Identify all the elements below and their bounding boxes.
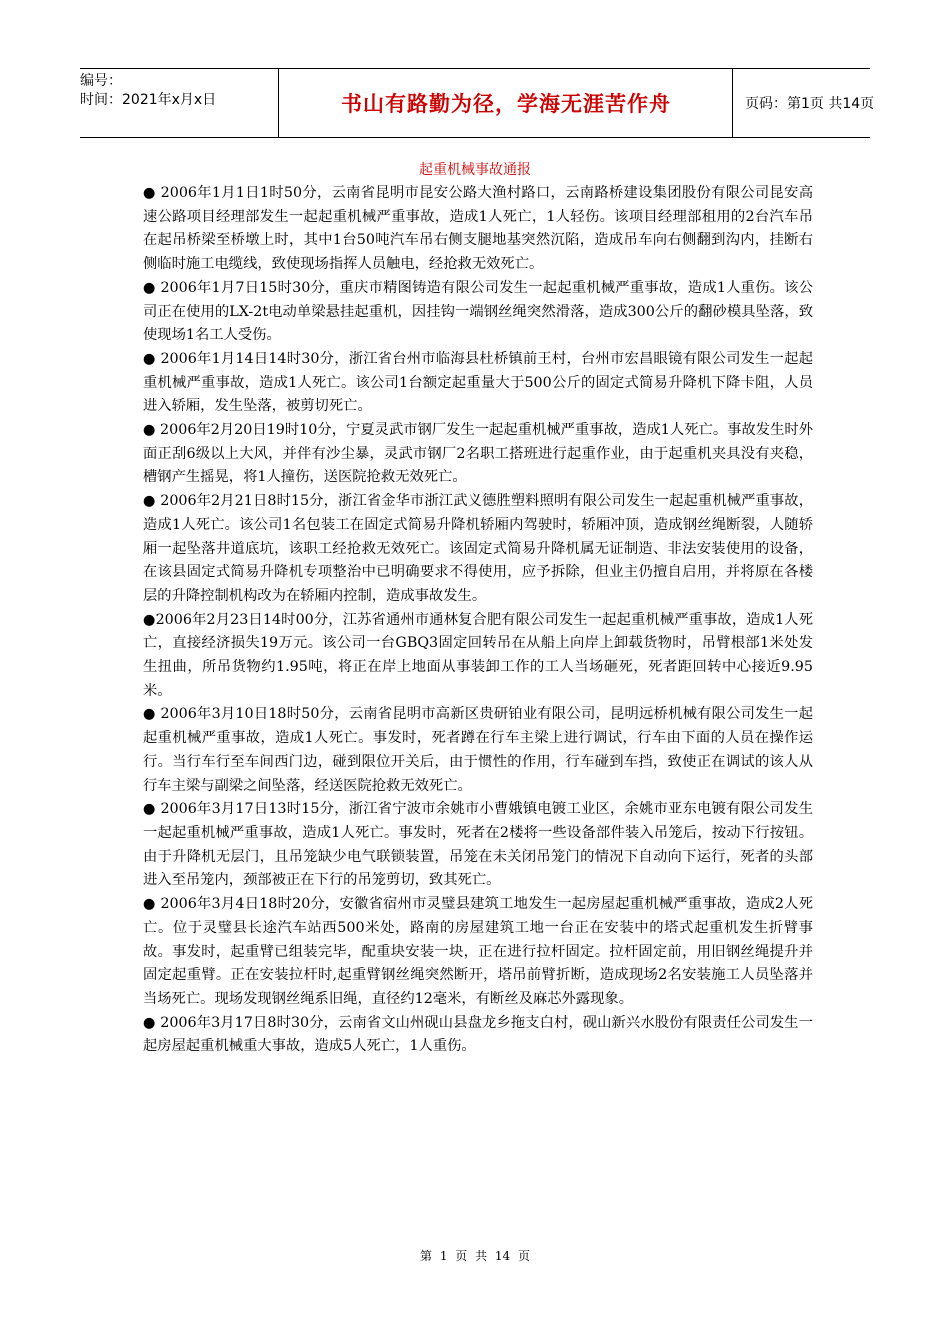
accident-paragraph: ● 2006年1月1日1时50分，云南省昆明市昆安公路大渔村路口，云南路桥建设集团股份有限公司昆安高速公路项目经理部发生一起起重机械严重事故，造成1人死亡，1人轻伤。该项目经理部租用的2台汽车吊在起吊桥梁至桥墩上时，其中1台50吨汽车吊右侧支腿地基突然沉陷，造成吊车向右侧翻到沟内，挂断右侧临时施工电缆线，致使现场指挥人员触电，经抢救无效死亡。 [143, 185, 813, 273]
document-title: 起重机械事故通报 [419, 162, 531, 178]
accident-paragraph: ● 2006年1月7日15时30分，重庆市精图铸造有限公司发生一起起重机械严重事故，造成1人重伤。该公司正在使用的LX-2t电动单梁悬挂起重机，因挂钩一端钢丝绳突然滑落，造成300公斤的翻砂模具坠落，致使现场1名工人受伤。 [143, 279, 813, 344]
page-footer: 第 1 页 共 14 页 [420, 1249, 530, 1263]
document-time-label: 时间：2021年x月x日 [80, 92, 217, 108]
accident-paragraph: ● 2006年3月10日18时50分，云南省昆明市高新区贵研铂业有限公司，昆明远桥机械有限公司发生一起起重机械严重事故，造成1人死亡。事发时，死者蹲在行车主梁上进行调试，行车由下面的人员在操作运行。当行车行至车间西门边，碰到限位开关后，由于惯性的作用，行车碰到车挡，致使正在调试的该人从行车主梁与副梁之间坠落，经送医院抢救无效死亡。 [143, 706, 813, 794]
header-page-info: 页码：第1页 共14页 [745, 96, 875, 112]
header-meta [80, 69, 279, 137]
document-body [143, 182, 813, 1059]
accident-paragraph: ● 2006年2月20日19时10分，宁夏灵武市钢厂发生一起起重机械严重事故，造成1人死亡。事故发生时外面正刮6级以上大风，并伴有沙尘暴，灵武市钢厂2名职工搭班进行起重作业，由于起重机夹具没有夹稳，槽钢产生摇晃，将1人撞伤，送医院抢救无效死亡。 [143, 422, 813, 486]
header-motto: 书山有路勤为径，学海无涯苦作舟 [280, 69, 733, 137]
accident-paragraph: ● 2006年3月4日18时20分，安徽省宿州市灵璧县建筑工地发生一起房屋起重机械严重事故，造成2人死亡。位于灵璧县长途汽车站西500米处，路南的房屋建筑工地一台正在安装中的塔式起重机发生折臂事故。事发时，起重臂已组装完毕，配重块安装一块，正在进行拉杆固定。拉杆固定前，用旧钢丝绳提升并固定起重臂。正在安装拉杆时,起重臂钢丝绳突然断开，塔吊前臂折断，造成现场2名安装施工人员坠落并当场死亡。现场发现钢丝绳系旧绳，直径约12毫米，有断丝及麻芯外露现象。 [143, 896, 813, 1007]
accident-paragraph: ● 2006年1月14日14时30分，浙江省台州市临海县杜桥镇前王村，台州市宏昌眼镜有限公司发生一起起重机械严重事故，造成1人死亡。该公司1台额定起重量大于500公斤的固定式简易升降机下降卡阻，人员进入轿厢，发生坠落，被剪切死亡。 [143, 350, 813, 415]
accident-paragraph: ● 2006年3月17日13时15分，浙江省宁波市余姚市小曹娥镇电镀工业区，余姚市亚东电镀有限公司发生一起起重机械严重事故，造成1人死亡。事发时，死者在2楼将一些设备部件装入吊笼后，按动下行按钮。由于升降机无层门，且吊笼缺少电气联锁装置，吊笼在未关闭吊笼门的情况下自动向下运行，死者的头部进入至吊笼内，颈部被正在下行的吊笼剪切，致其死亡。 [143, 801, 813, 889]
page-header [80, 68, 875, 138]
accident-paragraph: ●2006年2月23日14时00分，江苏省通州市通林复合肥有限公司发生一起起重机械严重事故，造成1人死亡，直接经济损失19万元。该公司一台GBQ3固定回转吊在从船上向岸上卸载货物时，吊臂根部1米处发生扭曲，所吊货物约1.95吨，将正在岸上地面从事装卸工作的工人当场砸死，死者距回转中心接近9.95米。 [143, 611, 813, 699]
accident-paragraph: ● 2006年2月21日8时15分，浙江省金华市浙江武义德胜塑料照明有限公司发生一起起重机械严重事故，造成1人死亡。该公司1名包装工在固定式简易升降机轿厢内驾驶时，轿厢冲顶，造成钢丝绳断裂，人随轿厢一起坠落井道底坑，该职工经抢救无效死亡。该固定式简易升降机属无证制造、非法安装使用的设备，在该县固定式简易升降机专项整治中已明确要求不得使用，应予拆除，但业主仍擅自启用，并将原在各楼层的升降控制机构改为在轿厢内控制，造成事故发生。 [143, 493, 813, 604]
document-number-label: 编号： [80, 73, 122, 89]
accident-paragraph: ● 2006年3月17日8时30分，云南省文山州砚山县盘龙乡拖支白村，砚山新兴水股份有限责任公司发生一起房屋起重机械重大事故，造成5人死亡，1人重伤。 [143, 1014, 813, 1055]
